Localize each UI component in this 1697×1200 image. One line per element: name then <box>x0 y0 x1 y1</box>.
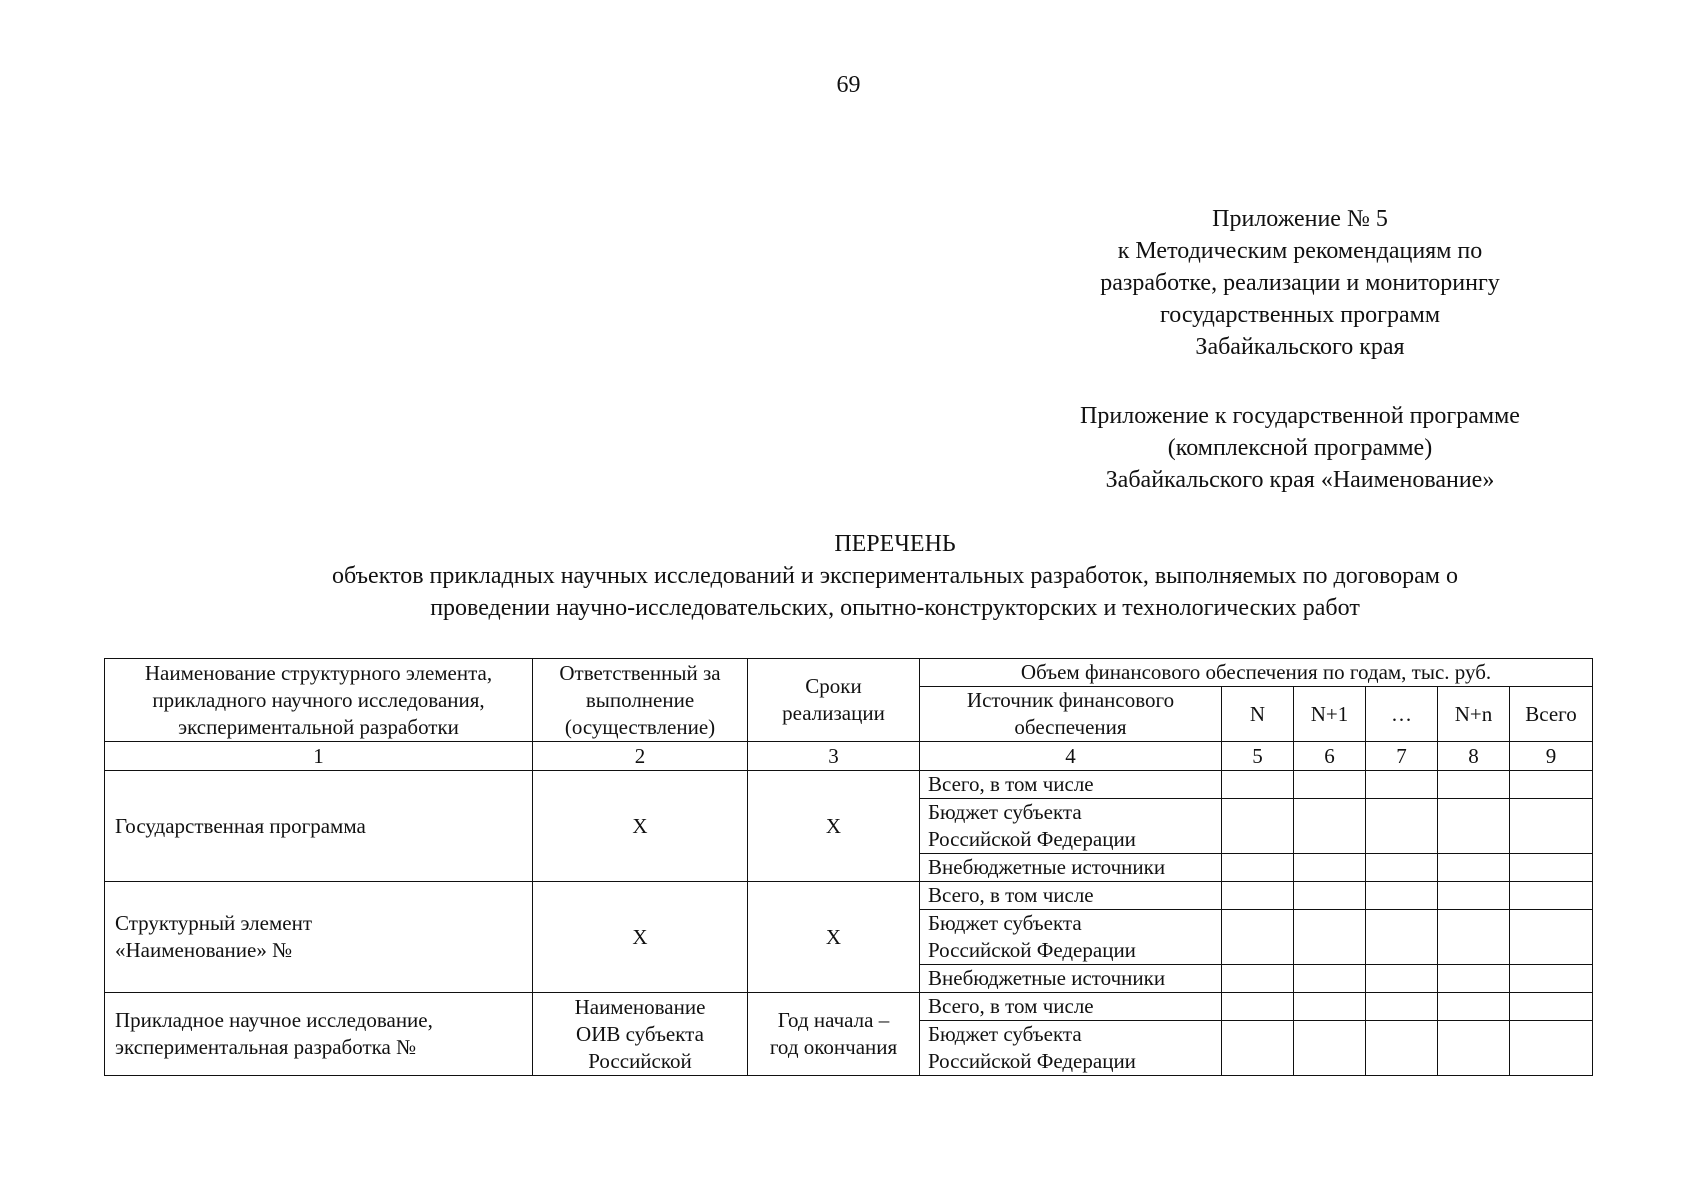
annex-main-line: Приложение № 5 <box>1212 206 1388 232</box>
title-heading: ПЕРЕЧЕНЬ <box>834 531 956 557</box>
table-row <box>105 771 1593 799</box>
value-cell <box>1222 1021 1294 1076</box>
value-cell <box>1366 882 1438 910</box>
element-name: Прикладное научное исследование, экспериментальная разработка № <box>105 993 533 1076</box>
value-cell <box>1438 993 1510 1021</box>
value-cell <box>1510 771 1593 799</box>
title-line: проведении научно-исследовательских, опытно-конструкторских и технологических работ <box>430 595 1360 621</box>
value-cell <box>1438 910 1510 965</box>
value-cell <box>1510 910 1593 965</box>
header-year-dots: … <box>1366 687 1438 742</box>
value-cell <box>1510 854 1593 882</box>
value-cell <box>1294 1021 1366 1076</box>
value-cell <box>1294 910 1366 965</box>
finance-source: Всего, в том числе <box>920 882 1222 910</box>
header-term: Сроки реализации <box>748 659 920 742</box>
value-cell <box>1366 799 1438 854</box>
value-cell <box>1222 882 1294 910</box>
value-cell <box>1366 965 1438 993</box>
column-number: 1 <box>105 742 533 771</box>
column-number: 7 <box>1366 742 1438 771</box>
value-cell <box>1294 993 1366 1021</box>
header-row <box>105 659 1593 687</box>
table-row <box>105 882 1593 910</box>
value-cell <box>1366 1021 1438 1076</box>
header-year-n1: N+1 <box>1294 687 1366 742</box>
value-cell <box>1294 854 1366 882</box>
header-total: Всего <box>1510 687 1593 742</box>
finance-source: Бюджет субъекта Российской Федерации <box>920 799 1222 854</box>
header-finance: Объем финансового обеспечения по годам, тыс. руб. <box>920 659 1593 687</box>
finance-source: Всего, в том числе <box>920 993 1222 1021</box>
column-number: 3 <box>748 742 920 771</box>
header-name: Наименование структурного элемента, прикладного научного исследования, экспериментальной разработки <box>105 659 533 742</box>
finance-source: Внебюджетные источники <box>920 965 1222 993</box>
value-cell <box>1222 771 1294 799</box>
element-responsible: Наименование ОИВ субъекта Российской <box>533 993 748 1076</box>
column-number: 5 <box>1222 742 1294 771</box>
annex-main-line: разработке, реализации и мониторингу <box>1100 270 1500 296</box>
value-cell <box>1510 993 1593 1021</box>
value-cell <box>1222 993 1294 1021</box>
value-cell <box>1438 771 1510 799</box>
value-cell <box>1510 799 1593 854</box>
finance-source: Бюджет субъекта Российской Федерации <box>920 910 1222 965</box>
value-cell <box>1222 965 1294 993</box>
element-responsible: X <box>533 882 748 993</box>
annex-main-line: Забайкальского края <box>1195 334 1405 360</box>
value-cell <box>1510 965 1593 993</box>
value-cell <box>1294 882 1366 910</box>
value-cell <box>1366 854 1438 882</box>
value-cell <box>1438 854 1510 882</box>
finance-source: Бюджет субъекта Российской Федерации <box>920 1021 1222 1076</box>
element-term: Год начала – год окончания <box>748 993 920 1076</box>
annex-main-line: государственных программ <box>1159 302 1441 328</box>
element-name: Структурный элемент «Наименование» № <box>105 882 533 993</box>
annex-main-reference <box>1000 203 1600 363</box>
header-source: Источник финансового обеспечения <box>920 687 1222 742</box>
column-number: 8 <box>1438 742 1510 771</box>
annex-main-line: к Методическим рекомендациям по <box>1117 238 1483 264</box>
value-cell <box>1222 854 1294 882</box>
annex-program-reference <box>1000 400 1600 496</box>
element-term: X <box>748 882 920 993</box>
value-cell <box>1222 799 1294 854</box>
value-cell <box>1294 799 1366 854</box>
element-name: Государственная программа <box>105 771 533 882</box>
annex-program-line: Приложение к государственной программе <box>1080 403 1520 429</box>
value-cell <box>1438 965 1510 993</box>
table-row <box>105 993 1593 1021</box>
header-year-n: N <box>1222 687 1294 742</box>
value-cell <box>1294 771 1366 799</box>
value-cell <box>1222 910 1294 965</box>
title-line: объектов прикладных научных исследований и экспериментальных разработок, выполняемых по договорам о <box>332 563 1458 589</box>
value-cell <box>1366 771 1438 799</box>
column-number: 9 <box>1510 742 1593 771</box>
value-cell <box>1366 993 1438 1021</box>
objects-table <box>104 658 1593 1076</box>
finance-source: Всего, в том числе <box>920 771 1222 799</box>
column-number: 2 <box>533 742 748 771</box>
document-title <box>100 528 1690 624</box>
value-cell <box>1438 882 1510 910</box>
value-cell <box>1438 1021 1510 1076</box>
value-cell <box>1438 799 1510 854</box>
column-number-row <box>105 742 1593 771</box>
value-cell <box>1510 1021 1593 1076</box>
column-number: 6 <box>1294 742 1366 771</box>
finance-source: Внебюджетные источники <box>920 854 1222 882</box>
page-number: 69 <box>836 72 861 98</box>
header-year-nn: N+n <box>1438 687 1510 742</box>
element-term: X <box>748 771 920 882</box>
annex-program-line: Забайкальского края «Наименование» <box>1105 467 1495 493</box>
value-cell <box>1366 910 1438 965</box>
header-responsible: Ответственный за выполнение (осуществление) <box>533 659 748 742</box>
value-cell <box>1510 882 1593 910</box>
value-cell <box>1294 965 1366 993</box>
annex-program-line: (комплексной программе) <box>1167 435 1433 461</box>
column-number: 4 <box>920 742 1222 771</box>
element-responsible: X <box>533 771 748 882</box>
